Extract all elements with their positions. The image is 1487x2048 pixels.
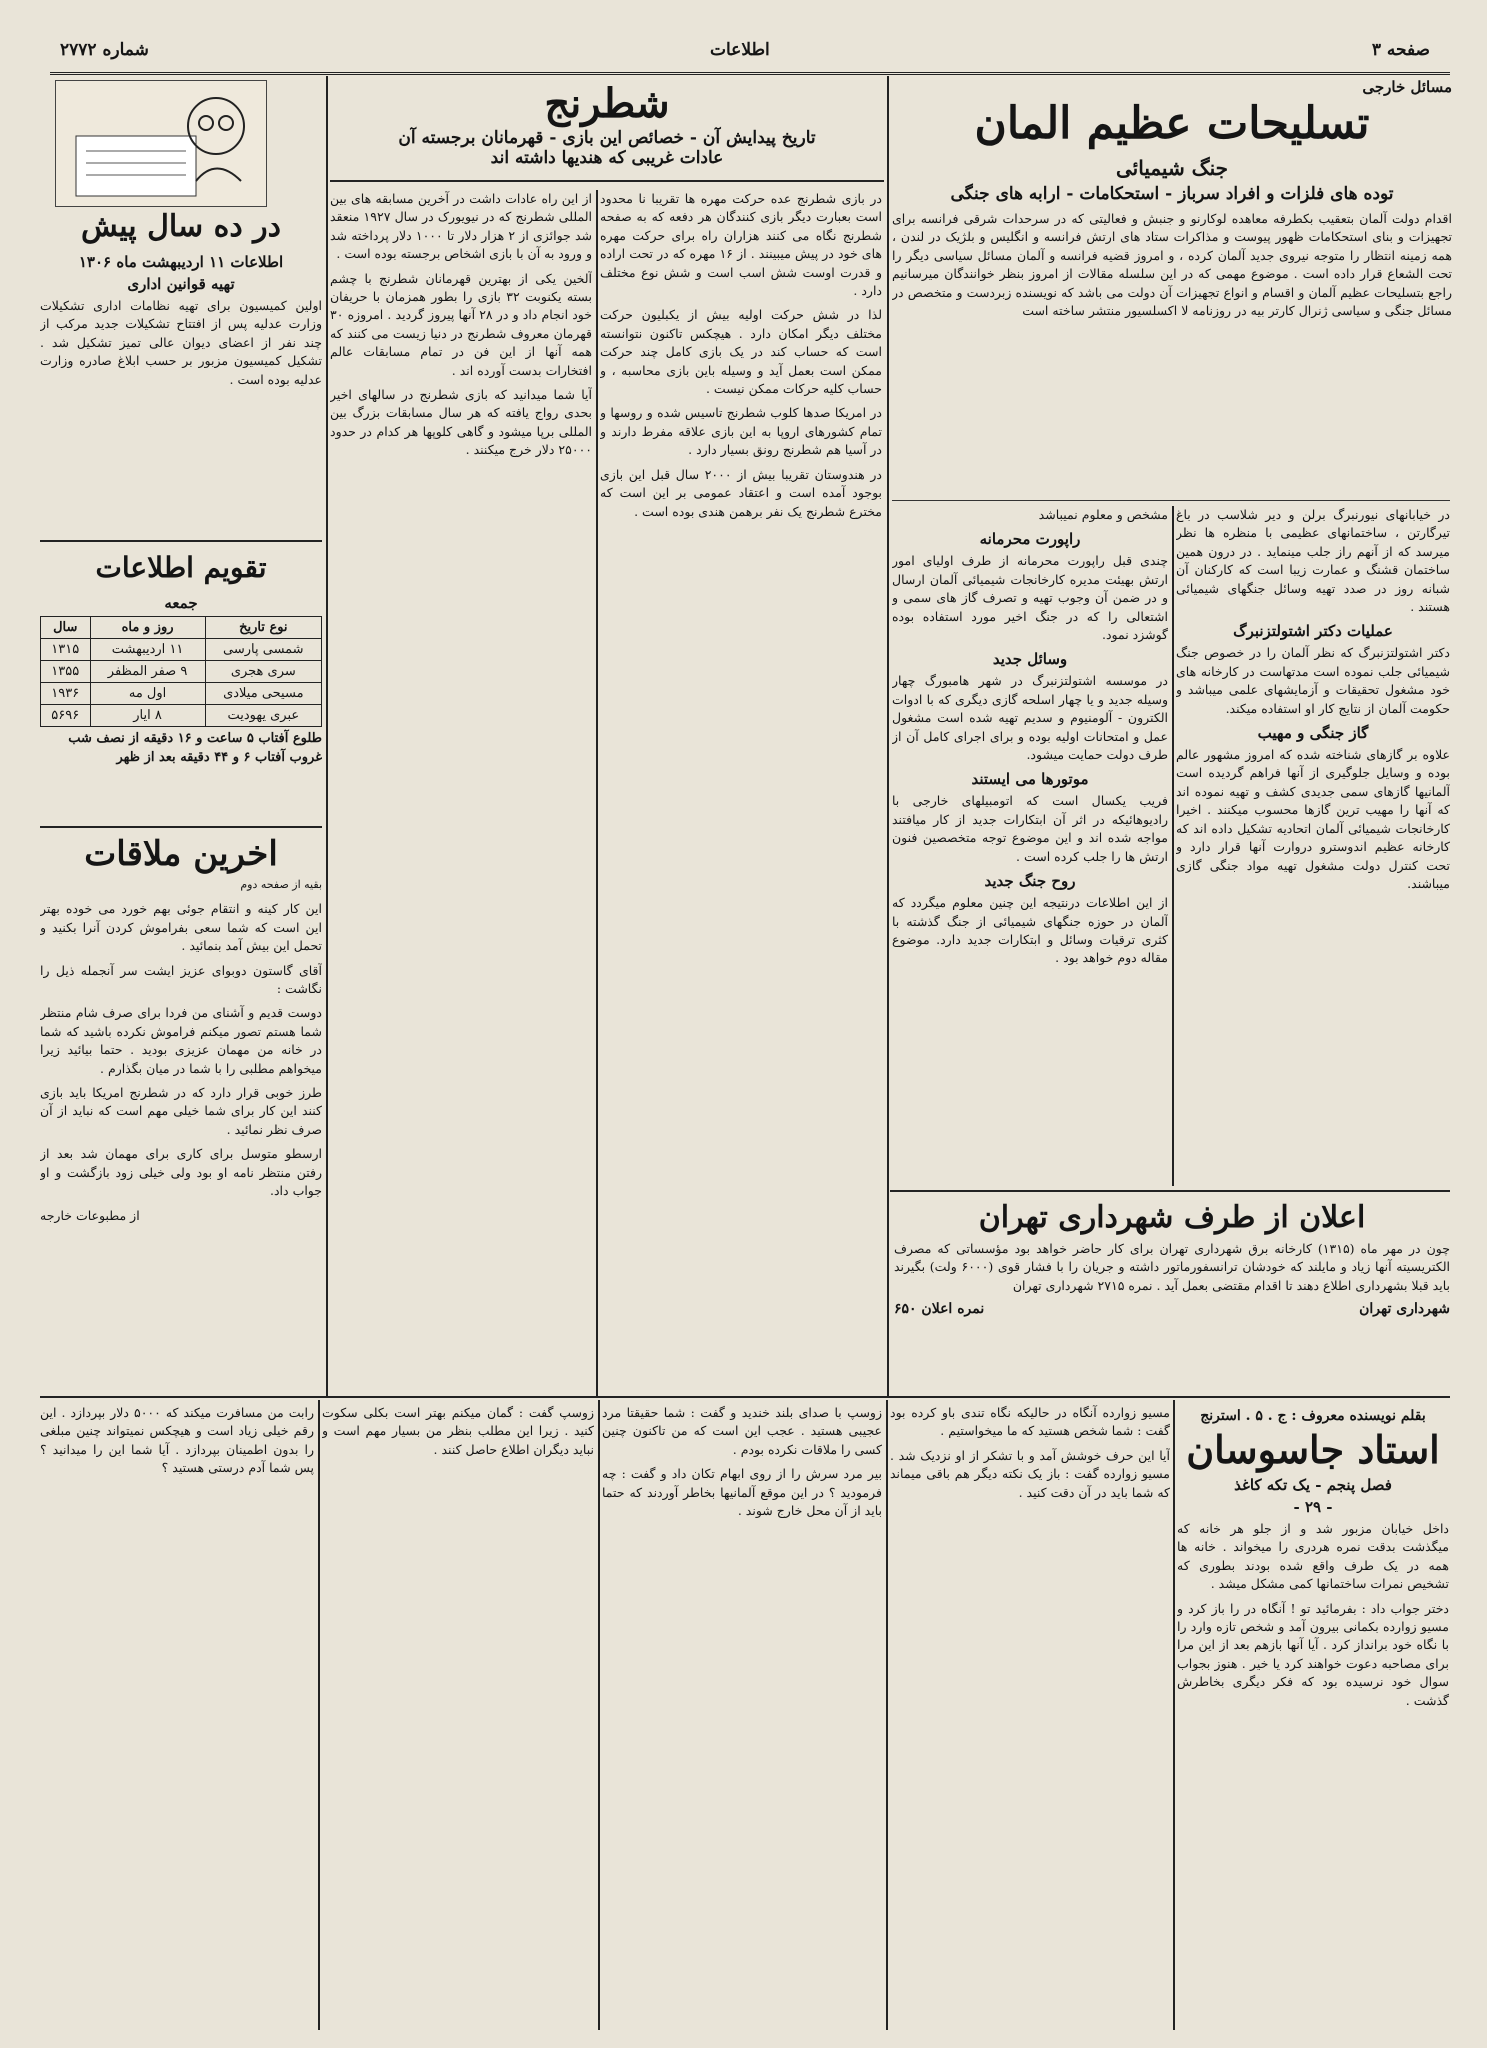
- column-rule: [598, 1400, 600, 2030]
- ten-years-date: اطلاعات ۱۱ اردیبهشت ماه ۱۳۰۶: [78, 253, 284, 271]
- rule: [40, 540, 322, 542]
- meeting-quote: آقای گاستون دوبوای عزیز ایشت سر آنجمله ذیل را نگاشت :: [40, 962, 322, 997]
- germany-rep-heading: راپورت محرمانه: [979, 530, 1081, 549]
- paper-name: اطلاعات: [710, 40, 770, 60]
- section-rule: [40, 1396, 1450, 1398]
- germany-p3: علاوه بر گازهای شناخته شده که امروز مشهور عالم بوده و وسایل جلوگیری از آنها فراهم گردیده است آلمانیها گازهای سمی جدیدی کشف و تهیه نموده اند که آنها را مهیب ترین گازها محسوب میکنند . اخیرا کارخانجات شیمیائی آلمان اتحادیه تشکیل داده اند که کارخانه عظیم اندوسترو دروارت آنها قرار دارد و تحت کنترل دولت مشغول تهیه مواد جنگی گازی میباشند.: [1176, 747, 1450, 891]
- spy-serial-head: [1177, 1404, 1449, 2034]
- germany-p2: در خیابانهای نیورنبرگ برلن و دیر شلاسب در باغ تیرگارتن ، ساختمانهای عظیمی با منظره ها نظر میرسد که از آنهم راز جلب مینماید . در درون همین ساختمان قشنگ و عمارت زیبا است که کارکنان آن شبانه روز در صدد تهیه وسائل جنگهای شیمیائی هستند .: [1176, 507, 1450, 615]
- spy-p4: آیا این حرف خوشش آمد و با تشکر از او نزدیک شد . مسیو زوارده گفت : باز یک نکته دیگر هم باقی میماند که شما باید در آن دقت کنید .: [890, 1447, 1170, 1500]
- chess-subtitle-2: عادات غریبی که هندیها داشته اند: [490, 148, 724, 168]
- calendar-cell: ۱۳۱۵: [41, 639, 91, 661]
- germany-heading: توده های فلزات و افراد سرباز - استحکامات - ارابه های جنگی: [950, 184, 1394, 204]
- rule: [40, 826, 322, 828]
- calendar-cell: سری هجری: [205, 661, 321, 683]
- ad-body: چون در مهر ماه (۱۳۱۵) کارخانه برق شهرداری تهران برای کار حاضر خواهد بود مؤسساتی که مصرف الکتریسیته آنها زیاد و مایلند که خودشان ترانسفورماتور داشته و جریان را با فشار قوی (۶۰۰۰ ولت) بگیرند باید قبلا بشهرداری اطلاع دهند تا اقدام مقتضی بعمل آید . نمره ۲۷۱۵ شهرداری تهران: [894, 1241, 1450, 1293]
- germany-p5: چندی قبل راپورت محرمانه از طرف اولیای امور ارتش بهیئت مدیره کارخانجات شیمیائی آلمان ارسال و در ضمن آن وجوب تهیه و تصرف گاز های سمی و اشتعالی را که در جنگ اخیر مورد استفاده بوده گوشزد نمود.: [892, 553, 1168, 643]
- page-header: [50, 30, 1450, 75]
- calendar-header: نوع تاریخ: [205, 617, 321, 639]
- calendar-cell: ۸ ایار: [90, 705, 205, 727]
- municipality-ad: [894, 1196, 1450, 1392]
- ten-years-title: در ده سال پیش: [81, 209, 281, 244]
- calendar-cell: مسیحی میلادی: [205, 683, 321, 705]
- column-rule: [596, 190, 598, 1396]
- spy-p1: داخل خیابان مزبور شد و از جلو هر خانه که میگذشت بدقت نمره هردری را میخواند . خانه ها همه در یک طرف واقع شده بودند بطوری که تشخیص نمرات ساختمانها کمی مشکل میشد .: [1177, 1521, 1449, 1592]
- spy-col-3: [602, 1404, 882, 2034]
- calendar-table: [40, 616, 322, 727]
- germany-p8: از این اطلاعات درنتیجه این چنین معلوم میگردد که آلمان در حوزه جنگهای شیمیائی از جنگ گذشته با کثری ترقیات وسائل و ابتکارات جدید دارد. موضوع مقاله دوم خواهد بود .: [892, 895, 1168, 966]
- table-row: [41, 683, 322, 705]
- ten-years-ago: [40, 205, 322, 535]
- germany-new-heading: وسائل جدید: [992, 650, 1068, 669]
- spy-author: بقلم نویسنده معروف : ج . ۵ . استرنج: [1200, 1408, 1426, 1424]
- germany-col-left: [892, 506, 1168, 1186]
- germany-article-head: [892, 78, 1452, 498]
- meeting-cont: بقیه از صفحه دوم: [240, 878, 322, 891]
- page-number: صفحه ۳: [1371, 40, 1430, 60]
- germany-p7: فریب یکسال است که اتومبیلهای خارجی با رادیوهائیکه در اثر آن ابتکارات جدید از کار میافتند مواجه شده اند و این موضوع توجه متخصصین فنون ارتش ها را جلب کرده است .: [892, 793, 1168, 864]
- column-rule: [1173, 1400, 1175, 2030]
- chess-head: [330, 80, 884, 180]
- spy-p8: رابت من مسافرت میکند که ۵۰۰۰ دلار بپردازد . این رقم خیلی زیاد است و هیچکس نمیتواند چنین مبلغی را بدون اطمینان بپردازد . آیا شما این را میدانید ؟ پس شما آدم درستی هستید ؟: [40, 1405, 314, 1476]
- calendar-cell: شمسی پارسی: [205, 639, 321, 661]
- germany-intro: اقدام دولت آلمان بتعقیب بکطرفه معاهده لوکارنو و جنبش و فعالیتی که در سرحدات شرقی فرانسه برای تجهیزات و بنای استحکامات ظهور پیوست و مذاکرات ستاد های ارتش فرانسه و انگلیس و بلژیک در لندن ، همه زمینه انتظار را متوجه نیروی جدید آلمان کرده ، و امروز قضیه فرانسه و آلمان مسائل سیاسی دیگر را تحت الشعاع قرار داده است . موضوع مهمی که در این سلسله مقالات از امروز بنظر خوانندگان میرسانیم راجع بتسلیحات عظیم آلمان و اقسام و انواع تجهیزات آن دولت می باشد که نویسنده زبردست و متخصص در مسائل جنگی و سیاسی ژنرال کارتر بیه در روزنامه لا اکسلسیور منتشر ساخته است: [892, 211, 1452, 319]
- man-reading-icon: [56, 81, 266, 206]
- chess-p6: آلخین یکی از بهترین قهرمانان شطرنج با چشم بسته یکنوبت ۳۲ بازی را بطور همزمان با حریفان خود انجام داد و در ۲۸ آنها پیروز گردید . امروزه ۳۰ قهرمان معروف شطرنج در دنیا زیست می کنند که همه آنها از این فن در تمام مسابقات عالم افتخارات بدست آورده اند .: [330, 270, 592, 378]
- germany-p6: در موسسه اشتولتزنبرگ در شهر هامبورگ چهار وسیله جدید و یا چهار اسلحه گازی دیگری که با ادوات الکترون - آلومنیوم و سدیم تهیه شده است مشغول عمل و امتحانات اولیه بوده و برای اجرای کامل آن از طرف دولت حمایت میشود.: [892, 673, 1168, 763]
- germany-title: تسلیحات عظیم المان: [974, 98, 1370, 149]
- calendar-cell: ۱۳۵۵: [41, 661, 91, 683]
- ad-rule: [890, 1190, 1450, 1192]
- meeting-source: از مطبوعات خارجه: [40, 1207, 140, 1223]
- table-row: [41, 705, 322, 727]
- column-rule: [887, 76, 889, 1396]
- ad-title: اعلان از طرف شهرداری تهران: [978, 1200, 1366, 1235]
- ad-number: نمره اعلان ۶۵۰: [894, 1301, 985, 1318]
- calendar-header: سال: [41, 617, 91, 639]
- reader-illustration: [55, 80, 267, 207]
- column-rule: [318, 1400, 320, 2030]
- table-row: [41, 661, 322, 683]
- calendar-cell: ۹ صفر المظفر: [90, 661, 205, 683]
- calendar-cell: عبری یهودیت: [205, 705, 321, 727]
- column-rule: [326, 76, 328, 1396]
- spy-col-2: [890, 1404, 1170, 2034]
- meeting-p3: طرز خوبی قرار دارد که در شطرنج امریکا باید بازی کنند این کار برای شما خیلی مهم است که نباید از آن صرف نظر نمائید .: [40, 1085, 322, 1137]
- spy-p6: بیر مرد سرش را از روی ابهام تکان داد و گفت : چه فرمودید ؟ در این موقع آلمانیها بخاطر آوردند که حتما باید از آن محل خارج شوند .: [602, 1466, 882, 1519]
- table-row: [41, 639, 322, 661]
- chess-p7: آیا شما میدانید که بازی شطرنج در سالهای اخیر بحدی رواج یافته که هر سال مسابقات بزرگ بین المللی برپا میشود و گاهی کلوپها هر کدام در حدود ۲۵۰۰۰ دلار خرج میکنند .: [330, 387, 592, 458]
- calendar-cell: ۵۶۹۶: [41, 705, 91, 727]
- calendar-title: تقویم اطلاعات: [95, 551, 267, 584]
- calendar-cell: ۱۱ اردیبهشت: [90, 639, 205, 661]
- column-rule: [1172, 506, 1174, 1186]
- calendar: [40, 546, 322, 826]
- calendar-cell: ۱۹۳۶: [41, 683, 91, 705]
- spy-col-5: [40, 1404, 314, 2034]
- ten-years-heading: تهیه قوانین اداری: [127, 275, 235, 293]
- calendar-header: روز و ماه: [90, 617, 205, 639]
- calendar-cell: اول مه: [90, 683, 205, 705]
- rule: [892, 500, 1450, 501]
- last-meeting: [40, 832, 322, 1392]
- chess-p1: در بازی شطرنج عده حرکت مهره ها تقریبا نا محدود است بعبارت دیگر بازی کنندگان هر دفعه که به صفحه شطرنج نگاه می کنند هزاران راه برای حرکت مهره های خود در پیش میبینند . از ۱۶ مهره که در تحت اراده و قدرت اوست شش اسب است و شش نوع مختلف دارد .: [600, 191, 882, 299]
- spy-p2: دختر جواب داد : بفرمائید تو ! آنگاه در را باز کرد و مسیو زوارده بکمانی بیرون آمد و شخص تازه وارد را با نگاه خود برانداز کرد . آیا آنها بازهم بعد از این مرا برای مصاحبه دعوت خواهند کرد یا خیر . هنوز بجواب سوال خود نرسیده بود که فکر دیگری بخاطرش گذشت .: [1177, 1600, 1449, 1708]
- chess-header-rule: [330, 180, 884, 182]
- chess-title: شطرنج: [544, 80, 670, 127]
- meeting-p1: این کار کینه و انتقام جوئی بهم خورد می خوده بهتر این است که شما سعی بفراموش کردن آنرا بکنید و تحمل این بیش آمد بنمائید .: [40, 901, 322, 954]
- spy-col-4: [322, 1404, 594, 2034]
- germany-p4: دکتر اشتولتزنبرگ که نظر آلمان را در خصوص جنگ شیمیائی جلب نموده است مدتهاست در کارخانه های خود مشغول تحقیقات و آزمایشهای علمی میباشد و حکومت آلمان از نتایج کار او استفاده میکند.: [1176, 645, 1450, 716]
- germany-motor-heading: موتورها می ایستند: [971, 770, 1089, 789]
- chess-col-left: [330, 190, 592, 1390]
- spy-number: - ۲۹ -: [1293, 1498, 1333, 1516]
- spy-p7: زوسپ گفت : گمان میکنم بهتر است بکلی سکوت کنید . زیرا این مطلب بنظر من بسیار مهم است و نباید دیگران اطلاع حاصل کنند .: [322, 1405, 594, 1457]
- chess-p2: لذا در شش حرکت اولیه بیش از یکبلیون حرکت مختلف دیگر امکان دارد . هیچکس تاکنون نتوانسته است که حساب کند در یک بازی کامل چند حرکت ممکن است بعمل آید و وسیله باین بازی محاسبه ، و حساب کلیه حرکات ممکن نیست .: [600, 307, 882, 397]
- section-label: مسائل خارجی: [1362, 78, 1452, 96]
- meeting-p2: دوست قدیم و آشنای من فردا برای صرف شام منتظر شما هستم تصور میکنم فراموش نکرده باشید که شما در خانه من مهمان عزیزی بودید . حتما بیائید زیرا میخواهم مطلبی را با شما در میان بگذارم .: [40, 1005, 322, 1076]
- germany-chem-heading: گاز جنگی و مهیب: [1257, 724, 1369, 743]
- germany-ghost-heading: روح جنگ جدید: [984, 872, 1076, 891]
- germany-cont: مشخص و معلوم نمیباشد: [1038, 507, 1168, 522]
- meeting-p4: ارسطو متوسل برای کاری برای مهمان شد بعد از رفتن منتظر نامه او بود ولی خیلی زود بازگشت و او جواب داد.: [40, 1146, 322, 1199]
- chess-col-right: [600, 190, 882, 1390]
- calendar-day: جمعه: [164, 594, 198, 612]
- meeting-title: اخرین ملاقات: [84, 834, 278, 874]
- spy-chapter: فصل پنجم - یک تکه کاغذ: [1234, 1476, 1392, 1494]
- sunset: غروب آفتاب ۶ و ۴۴ دقیقه بعد از ظهر: [116, 750, 322, 765]
- issue-number: شماره ۲۷۷۲: [60, 40, 149, 60]
- chess-p5: از این راه عادات داشت در آخرین مسابقه های بین المللی شطرنج که در نیویورک در سال ۱۹۲۷ منعقد شد جوائزی از ۲ هزار دلار تا ۱۰۰۰ دلار پرداخته شد و ورود به آن با بازی اشخاص برجسته بوده است .: [330, 191, 592, 262]
- chess-p4: در هندوستان تقریبا بیش از ۲۰۰۰ سال قبل این بازی بوجود آمده است و اعتقاد عمومی بر این است که مخترع شطرنج یک نفر برهمن هندی بوده است .: [600, 466, 882, 519]
- ten-years-text: اولین کمیسیون برای تهیه نظامات اداری تشکیلات وزارت عدلیه پس از افتتاح تشکیلات جدید مرکب از چند نفر از اعضای دیوان عالی تمیز تشکیل شد . تشکیل کمیسیون مزبور بر حسب ابلاغ صادره وزارت عدلیه بوده است .: [40, 298, 322, 387]
- sunrise: طلوع آفتاب ۵ ساعت و ۱۶ دقیقه از نصف شب: [68, 731, 322, 746]
- germany-dr-heading: عملیات دکتر اشتولتزنبرگ: [1233, 622, 1393, 641]
- ad-signature: شهرداری تهران: [1359, 1301, 1450, 1318]
- spy-title: استاد جاسوسان: [1186, 1427, 1440, 1472]
- chess-subtitle: تاریخ پیدایش آن - خصائص این بازی - قهرمانان برجسته آن: [398, 128, 816, 148]
- spy-p5: زوسپ با صدای بلند خندید و گفت : شما حقیقتا مرد عجیبی هستید . عجب این است که من تاکنون چنین کسی را ملاقات نکرده بودم .: [602, 1405, 882, 1457]
- germany-subtitle: جنگ شیمیائی: [1116, 156, 1228, 180]
- column-rule: [886, 1400, 888, 2030]
- spy-p3: مسیو زوارده آنگاه در حالیکه نگاه تندی باو کرده بود گفت : شما شخص هستید که ما میخواستیم .: [890, 1405, 1170, 1439]
- chess-p3: در امریکا صدها کلوب شطرنج تاسیس شده و روسها و تمام کشورهای اروپا به این بازی علاقه مفرط دارند و در آسیا هم شطرنج رونق بسیار دارد .: [600, 405, 882, 458]
